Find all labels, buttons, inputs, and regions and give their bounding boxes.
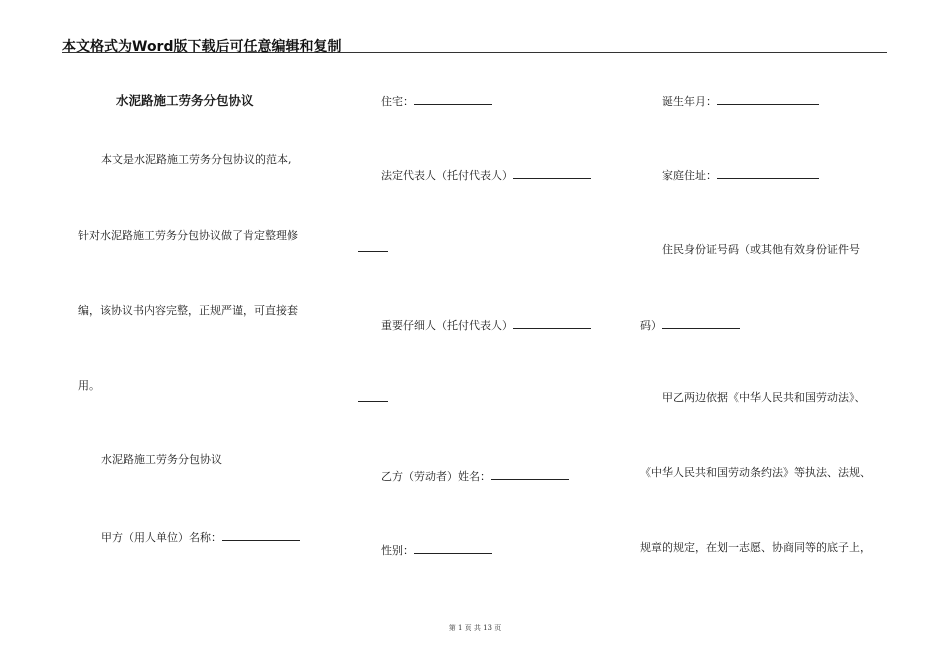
intro-line-1: 本文是水泥路施工劳务分包协议的范本, — [101, 153, 292, 166]
agreement-para-line-1: 甲乙两边依据《中华人民共和国劳动法》、 — [662, 391, 866, 404]
address-label: 住宅： — [381, 95, 414, 108]
party-a-name-blank — [222, 529, 300, 541]
gender-label: 性别： — [381, 544, 414, 557]
party-a-name-label: 甲方（用人单位）名称： — [101, 531, 222, 544]
address-field — [381, 93, 492, 109]
id-number-line-2: 码） — [640, 319, 662, 332]
intro-line-2: 针对水泥路施工劳务分包协议做了肯定整理修 — [78, 229, 298, 242]
agreement-para-line-3: 规章的规定，在划一志愿、协商同等的底子上， — [640, 541, 871, 554]
birth-field — [662, 93, 819, 109]
id-number-blank — [662, 317, 740, 329]
legal-rep-blank-continued — [358, 240, 388, 256]
birth-label: 诞生年月： — [662, 95, 717, 108]
intro-line-4: 用。 — [78, 379, 100, 392]
intro-line-3: 编，该协议书内容完整，正规严谨，可直接套 — [78, 304, 298, 317]
party-a-name-field — [101, 529, 300, 545]
legal-rep-label: 法定代表人（托付代表人） — [381, 169, 513, 182]
address-blank — [414, 93, 492, 105]
party-b-name-field — [381, 468, 569, 484]
main-person-label: 重要仔细人（托付代表人） — [381, 319, 513, 332]
document-title: 水泥路施工劳务分包协议 — [116, 93, 254, 108]
legal-rep-blank — [513, 167, 591, 179]
id-number-line-1: 住民身份证号码（或其他有效身份证件号 — [662, 243, 860, 256]
party-b-name-blank — [491, 468, 569, 480]
home-address-field — [662, 167, 819, 183]
contract-subtitle: 水泥路施工劳务分包协议 — [101, 453, 222, 466]
gender-blank — [414, 542, 492, 554]
party-b-name-label: 乙方（劳动者）姓名： — [381, 470, 491, 483]
birth-blank — [717, 93, 819, 105]
agreement-para-line-2: 《中华人民共和国劳动条约法》等执法、法规、 — [640, 466, 871, 479]
id-number-field — [640, 317, 740, 333]
home-address-label: 家庭住址： — [662, 169, 717, 182]
header-divider — [62, 52, 887, 53]
home-address-blank — [717, 167, 819, 179]
document-header: 本文格式为Word版下载后可任意编辑和复制 — [62, 39, 342, 55]
gender-field — [381, 542, 492, 558]
legal-rep-field — [381, 167, 591, 183]
main-person-blank-continued — [358, 390, 388, 406]
main-person-blank — [513, 317, 591, 329]
page-footer: 第 1 页 共 13 页 — [448, 624, 502, 632]
main-person-field — [381, 317, 591, 333]
